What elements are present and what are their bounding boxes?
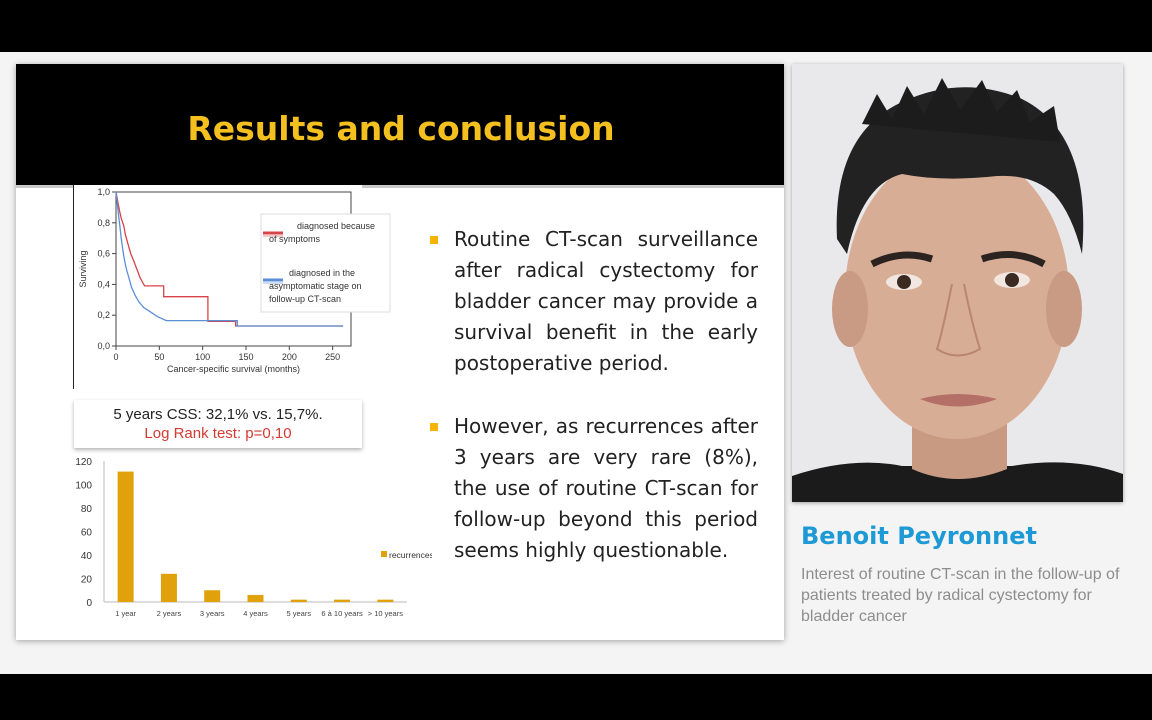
bar [161,574,177,602]
bar [204,590,220,602]
legend-label: diagnosed because [297,221,376,231]
y-tick-label: 0,6 [97,248,110,259]
bullet-square-icon [430,423,438,431]
slide-title: Results and conclusion [187,109,615,148]
y-tick-label: 0,8 [97,217,110,228]
y-tick-label: 1,0 [97,187,110,197]
slide-header [16,64,784,188]
recurrences-bar-svg [52,452,432,622]
y-tick-label: 60 [80,527,92,539]
css-result-box [74,400,362,448]
speaker-photo [792,64,1123,502]
bar [248,595,264,602]
x-tick-label: 1 year [115,609,137,618]
legend-label: of symptoms [269,234,321,244]
y-tick-label: 40 [80,551,92,562]
bullet-text: However, as recurrences after 3 years are very rare (8%), the use of routine CT-scan for follow-up beyond this period seems highly questionable. [454,414,758,562]
x-tick-label: 2 years [156,609,182,618]
x-tick-label: 200 [281,352,297,362]
y-tick-label: 80 [80,504,92,515]
x-axis-label: Cancer-specific survival (months) [166,364,301,374]
x-tick-label: 50 [154,352,165,362]
legend-label: diagnosed in the [289,268,356,278]
x-tick-label: 250 [325,352,341,362]
y-tick-label: 0,2 [97,310,110,321]
talk-title: Interest of routine CT-scan in the follow-up of patients treated by radical cystectomy for bladder cancer [801,566,1120,625]
chart-divider [73,185,74,389]
legend-swatch [381,551,387,557]
y-tick-label: 120 [75,457,92,468]
y-tick-label: 0,0 [97,341,110,351]
bar [334,600,350,602]
x-tick-label: > 10 years [367,609,403,618]
x-tick-label: 0 [113,352,119,362]
y-tick-label: 20 [80,574,92,586]
video-stage [0,52,1152,674]
log-rank-text: Log Rank test: p=0,10 [144,425,292,442]
x-tick-label: 6 à 10 years [321,609,363,618]
bullet-item [428,411,758,566]
y-tick-label: 0,4 [97,279,110,290]
css-result-text: 5 years CSS: 32,1% vs. 15,7%. [113,406,323,423]
x-tick-label: 150 [238,352,254,362]
bar [291,600,307,602]
recurrences-bar-chart [52,452,432,622]
bullet-item [428,224,758,379]
presentation-slide [16,64,784,640]
y-axis-label: Surviving [78,250,88,288]
x-tick-label: 4 years [243,609,268,618]
y-tick-label: 100 [75,480,92,492]
legend-label: follow-up CT-scan [269,294,342,304]
bullet-list [428,224,758,566]
bar [377,600,393,602]
bar [118,472,134,602]
speaker-name: Benoit Peyronnet [801,522,1037,550]
bullet-text: Routine CT-scan surveillance after radical cystectomy for bladder cancer may provide a survival benefit in the early postoperative period. [454,227,758,375]
bullet-square-icon [430,236,438,244]
y-tick-label: 0 [86,598,92,609]
kaplan-meier-chart [73,185,376,388]
x-tick-label: 100 [195,352,211,362]
legend-label: recurrences [389,550,432,560]
speaker-portrait-image [792,64,1123,502]
kaplan-meier-svg [73,185,376,388]
x-tick-label: 5 years [286,609,312,618]
legend-label: asymptomatic stage on [269,281,362,291]
x-tick-label: 3 years [199,609,225,618]
